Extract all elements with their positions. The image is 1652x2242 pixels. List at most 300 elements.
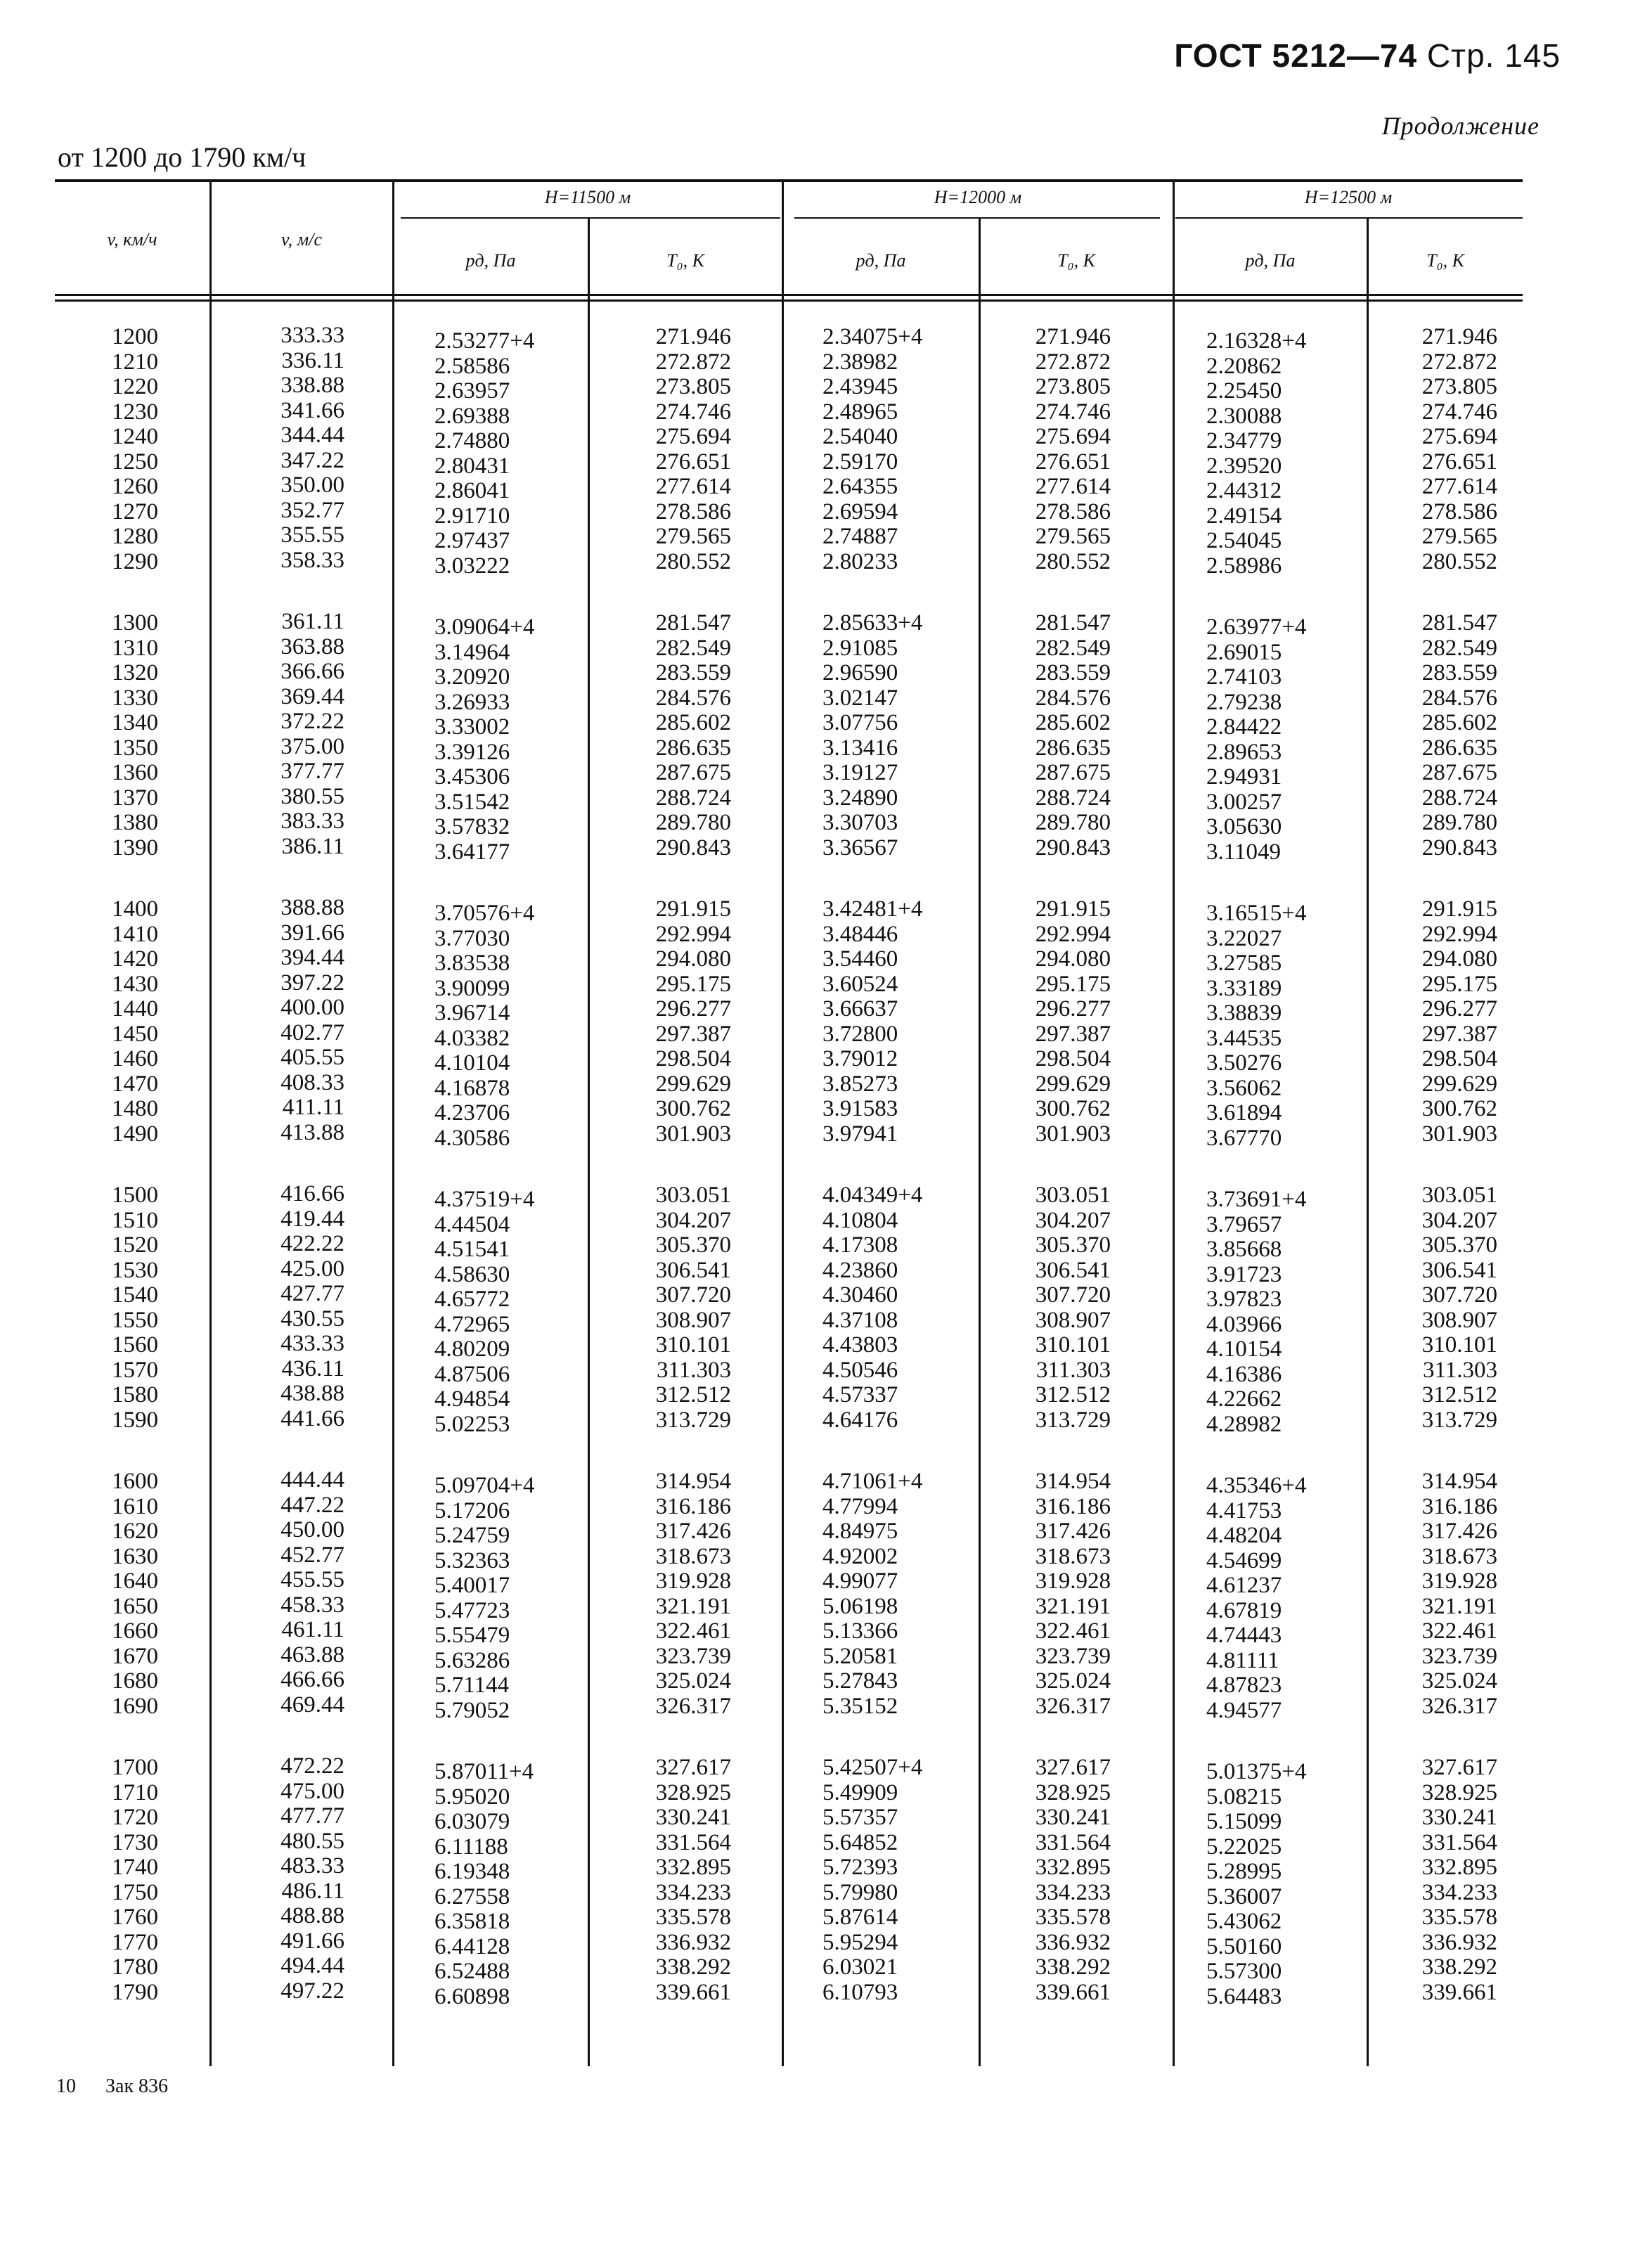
table-cell: 285.602 [655,710,731,735]
table-cell: 2.84422 [1206,714,1282,740]
table-cell: 314.954 [1421,1469,1497,1494]
table-cell: 275.694 [1035,424,1111,449]
table-cell: 298.504 [1035,1046,1111,1071]
table-cell: 277.614 [1421,474,1497,499]
row-group [822,1183,977,1433]
table-cell: 3.36567 [822,835,898,861]
table-cell: 322.461 [655,1618,731,1644]
table-cell: 4.77994 [822,1493,898,1519]
table-cell: 355.55 [280,522,344,548]
table-cell: 1290 [112,548,158,574]
table-cell: 304.207 [655,1207,731,1233]
table-cell: 299.629 [1421,1071,1497,1097]
table-cell: 1740 [112,1855,158,1880]
table-cell: 319.928 [1035,1568,1111,1594]
table-cell: 2.30088 [1206,403,1282,429]
table-cell: 463.88 [280,1642,344,1668]
table-cell: 2.59170 [822,449,898,475]
table-cell: 296.277 [1035,996,1111,1022]
table-cell: 5.02253 [434,1411,510,1437]
table-cell: 292.994 [1035,921,1111,947]
table-cell: 282.549 [1421,635,1497,661]
table-cell: 4.28982 [1206,1411,1282,1437]
table-cell: 447.22 [280,1492,344,1518]
row-group [991,1469,1111,1719]
table-cell: 3.09064+4 [434,614,535,640]
table-cell: 413.88 [280,1119,344,1145]
header-t3-text: T₀, К [1426,250,1464,271]
table-cell: 1320 [112,660,158,685]
table-cell: 306.541 [655,1257,731,1283]
table-cell: 388.88 [280,895,344,920]
table-cell: 2.85633+4 [822,610,923,636]
table-cell: 334.233 [655,1879,731,1905]
header-v-kmh-text: v, км/ч [107,229,157,250]
table-cell: 3.20920 [434,664,510,690]
table-cell: 312.512 [655,1382,731,1407]
table-cell: 295.175 [655,971,731,997]
row-group [612,325,731,574]
table-cell: 3.83538 [434,951,510,976]
table-cell: 273.805 [655,374,731,399]
table-cell: 2.58586 [434,353,510,379]
table-cell: 4.23860 [822,1257,898,1283]
table-cell: 422.22 [280,1231,344,1256]
table-cell: 328.925 [1421,1779,1497,1805]
table-cell: 335.578 [1035,1905,1111,1930]
row-group [612,1755,731,2005]
table-cell: 5.40017 [434,1573,510,1598]
table-cell: 6.60898 [434,1983,510,2009]
column-t0-12000 [991,325,1111,2042]
table-cell: 312.512 [1035,1382,1111,1407]
table-cell: 2.58986 [1206,553,1282,579]
table-cell: 4.30586 [434,1125,510,1151]
table-cell: 301.903 [655,1121,731,1147]
table-cell: 3.51542 [434,789,510,815]
table-cell: 4.10104 [434,1050,510,1076]
table-cell: 358.33 [280,547,344,573]
table-cell: 303.051 [1035,1183,1111,1208]
table-cell: 284.576 [1421,685,1497,711]
table-cell: 3.24890 [822,785,898,811]
table-cell: 280.552 [1421,548,1497,574]
table-cell: 319.928 [655,1568,731,1594]
table-cell: 279.565 [1035,524,1111,549]
row-group [612,1469,731,1719]
table-cell: 312.512 [1421,1382,1497,1407]
table-cell: 336.11 [281,347,344,373]
table-cell: 5.09704+4 [434,1473,535,1498]
table-cell: 332.895 [1035,1855,1111,1880]
table-cell: 5.50160 [1206,1933,1282,1959]
table-cell: 4.04349+4 [822,1183,923,1208]
table-cell: 5.63286 [434,1647,510,1673]
table-cell: 1330 [112,685,158,711]
table-cell: 274.746 [655,399,731,425]
table-cell: 272.872 [655,349,731,375]
table-cell: 325.024 [655,1668,731,1694]
row-group [70,611,158,861]
table-cell: 5.87614 [822,1905,898,1930]
table-cell: 1300 [112,610,158,636]
group-rule-3 [1175,217,1523,219]
table-cell: 3.16515+4 [1206,901,1307,926]
table-cell: 4.35346+4 [1206,1473,1307,1498]
table-cell: 300.762 [1035,1096,1111,1121]
row-group [822,325,977,574]
table-cell: 2.25450 [1206,378,1282,404]
table-cell: 438.88 [280,1381,344,1406]
table-cell: 331.564 [1035,1829,1111,1855]
table-cell: 1490 [112,1121,158,1147]
table-cell: 2.43945 [822,374,898,399]
table-cell: 284.576 [655,685,731,711]
table-cell: 3.85668 [1206,1237,1282,1262]
table-cell: 416.66 [280,1181,344,1206]
table-cell: 4.17308 [822,1232,898,1258]
table-cell: 313.729 [655,1407,731,1433]
row-group [434,1760,582,2009]
row-group [70,897,158,1147]
table-cell: 4.51541 [434,1237,510,1262]
header-p2-text: pд, Па [856,250,906,271]
table-cell: 5.64483 [1206,1983,1282,2009]
table-cell: 2.20862 [1206,353,1282,379]
table-cell: 4.72965 [434,1311,510,1337]
row-group [434,1187,582,1437]
table-cell: 2.69015 [1206,639,1282,665]
table-cell: 3.45306 [434,764,510,790]
table-cell: 277.614 [655,474,731,499]
table-cell: 5.32363 [434,1547,510,1573]
row-group [612,1183,731,1433]
table-cell: 5.55479 [434,1623,510,1648]
row-group [991,897,1111,1147]
row-group [612,897,731,1147]
row-group [70,1469,158,1719]
table-cell: 466.66 [280,1667,344,1692]
table-cell: 5.27843 [822,1668,898,1694]
table-cell: 488.88 [280,1903,344,1928]
table-cell: 319.928 [1421,1568,1497,1594]
table-cell: 294.080 [1421,946,1497,972]
table-cell: 5.95294 [822,1929,898,1955]
table-cell: 3.91583 [822,1096,898,1121]
table-cell: 3.96714 [434,1000,510,1026]
table-cell: 6.11188 [434,1834,508,1860]
table-cell: 311.303 [656,1357,731,1383]
table-cell: 2.39520 [1206,453,1282,479]
table-cell: 290.843 [655,835,731,861]
table-cell: 291.915 [655,896,731,922]
table-cell: 2.64355 [822,474,898,499]
table-cell: 391.66 [280,920,344,946]
row-group [1378,1183,1497,1433]
table-cell: 3.90099 [434,975,510,1001]
row-group [822,1755,977,2005]
table-cell: 4.03382 [434,1025,510,1051]
row-group [991,1755,1111,2005]
table-cell: 4.99077 [822,1568,898,1594]
table-cell: 3.60524 [822,971,898,997]
table-cell: 1370 [112,785,158,811]
table-cell: 1550 [112,1307,158,1333]
table-cell: 491.66 [280,1928,344,1954]
table-cell: 313.729 [1421,1407,1497,1433]
table-cell: 4.23706 [434,1100,510,1126]
row-group [1206,615,1361,865]
table-cell: 339.661 [1421,1979,1497,2005]
table-cell: 5.95020 [434,1784,510,1810]
table-header-rule [55,294,1523,296]
table-cell: 1410 [112,921,158,947]
table-cell: 321.191 [1421,1593,1497,1619]
table-cell: 425.00 [280,1256,344,1282]
table-cell: 288.724 [1035,785,1111,811]
table-cell: 1380 [112,810,158,835]
table-cell: 303.051 [1421,1183,1497,1208]
header-v-kmh [55,229,209,250]
table-cell: 1420 [112,946,158,972]
table-cell: 291.915 [1421,896,1497,922]
table-cell: 450.00 [280,1517,344,1542]
col-divider [209,182,212,2066]
table-cell: 305.370 [655,1232,731,1258]
table-cell: 2.89653 [1206,739,1282,765]
table-cell: 5.49909 [822,1779,898,1805]
table-cell: 1730 [112,1829,158,1855]
table-cell: 317.426 [1421,1519,1497,1544]
header-v-ms-text: v, м/с [281,229,322,250]
table-cell: 306.541 [1035,1257,1111,1283]
table-cell: 455.55 [280,1567,344,1592]
row-group [1378,1469,1497,1719]
row-group [1206,1760,1361,2009]
table-cell: 361.11 [281,609,344,634]
table-cell: 285.602 [1421,710,1497,735]
table-cell: 6.44128 [434,1933,510,1959]
table-cell: 338.88 [280,373,344,398]
header-v-ms [211,229,392,250]
table-cell: 5.72393 [822,1855,898,1880]
table-cell: 2.74887 [822,524,898,549]
table-cell: 3.79012 [822,1046,898,1071]
table-cell: 313.729 [1035,1407,1111,1433]
table-cell: 6.52488 [434,1959,510,1984]
table-cell: 326.317 [1421,1693,1497,1719]
table-cell: 3.05630 [1206,814,1282,839]
table-cell: 4.10804 [822,1207,898,1233]
table-cell: 339.661 [1035,1979,1111,2005]
table-cell: 5.13366 [822,1618,898,1644]
table-cell: 304.207 [1035,1207,1111,1233]
table-cell: 3.85273 [822,1071,898,1097]
table-cell: 4.43803 [822,1332,898,1358]
table-cell: 427.77 [280,1281,344,1306]
table-cell: 282.549 [655,635,731,661]
table-cell: 282.549 [1035,635,1111,661]
table-cell: 286.635 [655,735,731,761]
table-cell: 366.66 [280,659,344,684]
col-divider [1367,219,1369,2066]
table-cell: 475.00 [280,1778,344,1804]
table-cell: 3.07756 [822,710,898,735]
table-cell: 397.22 [280,969,344,996]
table-cell: 291.915 [1035,896,1111,922]
table-cell: 4.94577 [1206,1697,1282,1723]
table-cell: 279.565 [1421,524,1497,549]
row-group [822,1469,977,1719]
table-cell: 307.720 [655,1282,731,1308]
table-cell: 2.38982 [822,349,898,375]
table-top-rule [55,179,1523,182]
table-cell: 322.461 [1035,1618,1111,1644]
table-cell: 3.13416 [822,735,898,761]
table-cell: 1540 [112,1282,158,1308]
table-cell: 386.11 [281,833,344,859]
table-cell: 5.15099 [1206,1809,1282,1834]
table-cell: 419.44 [280,1206,344,1232]
table-cell: 330.241 [655,1805,731,1830]
table-cell: 5.36007 [1206,1883,1282,1909]
table-cell: 2.34779 [1206,428,1282,453]
table-cell: 284.576 [1035,685,1111,711]
table-cell: 1680 [112,1668,158,1694]
table-cell: 341.66 [280,397,344,423]
table-cell: 321.191 [1035,1593,1111,1619]
col-divider [782,182,784,2066]
row-group [232,610,344,859]
table-cell: 402.77 [280,1019,344,1045]
table-cell: 277.614 [1035,474,1111,499]
table-cell: 377.77 [280,759,344,784]
table-cell: 372.22 [280,709,344,734]
table-cell: 327.617 [655,1755,731,1780]
row-group [232,323,344,573]
table-cell: 305.370 [1035,1232,1111,1258]
table-cell: 2.80233 [822,548,898,574]
table-cell: 338.292 [1421,1954,1497,1980]
page-number: Стр. 145 [1426,37,1561,74]
table-cell: 1560 [112,1332,158,1358]
table-range: от 1200 до 1790 км/ч [58,141,306,173]
table-cell: 271.946 [1035,324,1111,349]
table-cell: 1270 [112,498,158,524]
column-pd-12500 [1206,329,1361,2046]
table-cell: 408.33 [280,1069,344,1095]
table-cell: 300.762 [1421,1096,1497,1121]
table-cell: 331.564 [655,1829,731,1855]
table-cell: 5.71144 [434,1673,510,1698]
table-cell: 4.16386 [1206,1361,1282,1387]
table-cell: 339.661 [655,1979,731,2005]
table-cell: 299.629 [655,1071,731,1097]
table-cell: 286.635 [1035,735,1111,761]
table-cell: 289.780 [1035,810,1111,835]
table-cell: 5.28995 [1206,1859,1282,1884]
table-cell: 2.48965 [822,399,898,425]
table-cell: 317.426 [1035,1519,1111,1544]
table-cell: 1350 [112,735,158,761]
table-cell: 307.720 [1421,1282,1497,1308]
table-cell: 2.49154 [1206,503,1282,529]
table-cell: 335.578 [655,1905,731,1930]
table-cell: 297.387 [1421,1021,1497,1047]
table-cell: 5.79052 [434,1697,510,1723]
table-cell: 3.97941 [822,1121,898,1147]
table-cell: 314.954 [1035,1469,1111,1494]
table-cell: 310.101 [655,1332,731,1358]
table-cell: 336.932 [655,1929,731,1955]
table-cell: 1630 [112,1543,158,1569]
table-cell: 275.694 [1421,424,1497,449]
table-cell: 305.370 [1421,1232,1497,1258]
table-cell: 327.617 [1421,1755,1497,1780]
row-group [612,611,731,861]
col-divider [979,219,981,2066]
table-cell: 480.55 [280,1828,344,1854]
table-cell: 4.16878 [434,1075,510,1101]
table-cell: 2.91710 [434,503,510,529]
table-cell: 3.97823 [1206,1287,1282,1312]
table-cell: 310.101 [1421,1332,1497,1358]
row-group [1206,329,1361,579]
table-cell: 276.651 [655,449,731,475]
table-cell: 272.872 [1035,349,1111,375]
table-cell: 3.27585 [1206,951,1282,976]
table-cell: 1310 [112,635,158,661]
table-cell: 1280 [112,524,158,549]
table-cell: 4.37108 [822,1307,898,1333]
table-cell: 3.56062 [1206,1075,1282,1101]
table-cell: 6.03021 [822,1954,898,1980]
table-cell: 4.65772 [434,1287,510,1312]
table-cell: 1720 [112,1805,158,1830]
table-cell: 2.96590 [822,660,898,685]
table-cell: 294.080 [655,946,731,972]
table-cell: 328.925 [1035,1779,1111,1805]
table-cell: 1430 [112,971,158,997]
table-cell: 1200 [112,324,158,349]
row-group [70,325,158,574]
table-cell: 5.01375+4 [1206,1759,1307,1784]
col-divider [1173,182,1175,2066]
table-cell: 271.946 [655,324,731,349]
table-cell: 6.03079 [434,1809,510,1834]
table-cell: 296.277 [1421,996,1497,1022]
table-cell: 325.024 [1035,1668,1111,1694]
table-cell: 1340 [112,710,158,735]
table-cell: 318.673 [1421,1543,1497,1569]
table-cell: 1250 [112,449,158,475]
table-cell: 283.559 [1421,660,1497,685]
table-cell: 308.907 [1035,1307,1111,1333]
table-cell: 4.94854 [434,1386,510,1412]
table-cell: 5.47723 [434,1597,510,1623]
table-cell: 394.44 [280,945,344,970]
table-cell: 3.44535 [1206,1025,1282,1051]
table-cell: 3.26933 [434,689,510,715]
table-cell: 276.651 [1421,449,1497,475]
table-cell: 287.675 [1035,760,1111,785]
table-cell: 472.22 [280,1753,344,1779]
table-cell: 4.67819 [1206,1597,1282,1623]
table-cell: 4.03966 [1206,1311,1282,1337]
document-code [1174,37,1561,75]
table-cell: 327.617 [1035,1755,1111,1780]
header-h-11500 [394,187,782,208]
